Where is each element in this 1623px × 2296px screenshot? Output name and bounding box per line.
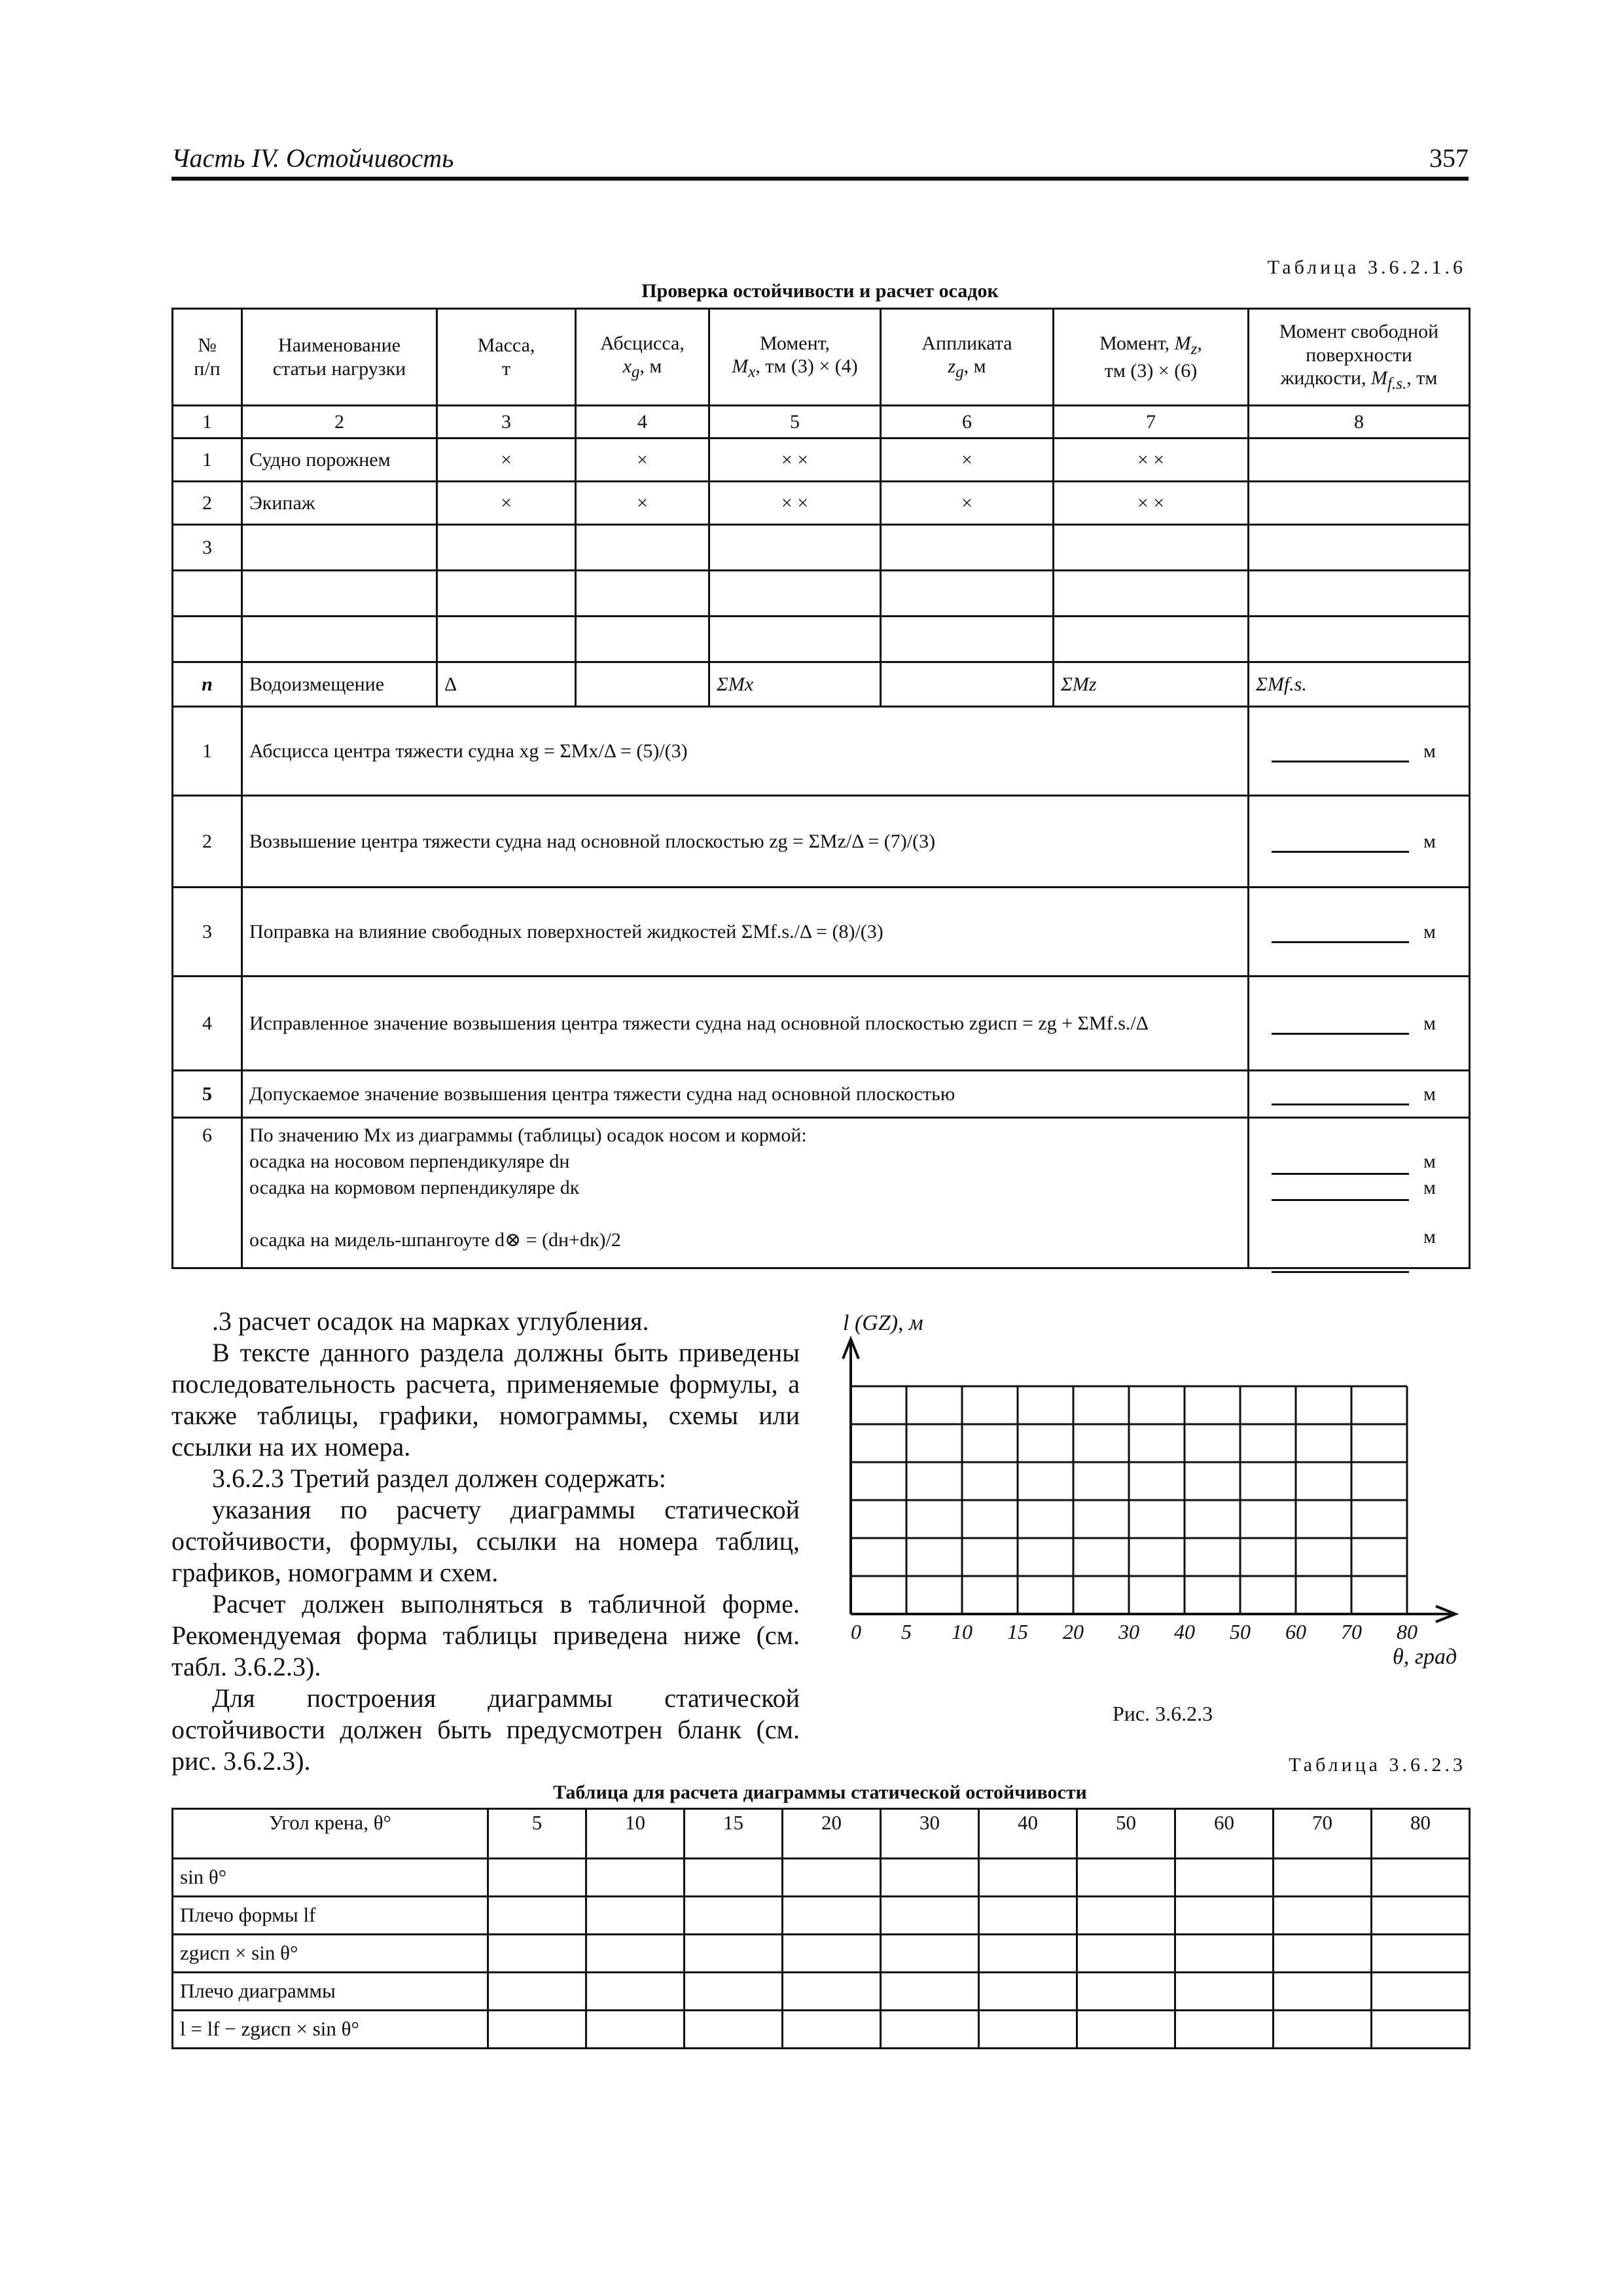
header-rule [171,177,1469,181]
cell-mz: × × [1054,482,1249,525]
answer-field [1249,977,1470,1071]
header-mfs: Момент свободной поверхности жидкости, $M_{f.s.}$, тм [1249,309,1470,406]
table1-header-row [173,309,1470,406]
calc-row [173,796,1470,888]
cell-sum-mfs: ΣMf.s. [1249,662,1470,707]
header-mass: Масса, т [437,309,576,406]
answer-field [1249,1071,1470,1118]
table-row [173,1897,1470,1935]
cell-mfs [1249,525,1470,571]
row-name [242,617,437,662]
row-label: zgисп × sin θ° [173,1935,488,1973]
answer-field [1249,796,1470,888]
table2-caption: Таблица 3.6.2.3 [1289,1754,1466,1776]
cell-mass: × [437,439,576,482]
row-name: Судно порожнем [242,439,437,482]
body-paragraph: Расчет должен выполняться в табличной форме. Рекомендуемая форма таблицы приведена ниже (см. табл. 3.6.2.3). [171,1589,800,1681]
row-name [242,525,437,571]
table-row [173,439,1470,482]
row-label: l = lf − zgисп × sin θ° [173,2011,488,2049]
table-row [173,571,1470,617]
table-row [173,482,1470,525]
diagram-grid [843,1339,1455,1622]
stability-table [171,308,1471,1269]
cell-mass [437,525,576,571]
unit-label: м [1423,1151,1436,1172]
angle-header: Угол крена, θ° [173,1809,488,1859]
row-num: 1 [173,707,242,796]
draft-row [173,1118,1470,1268]
col-number: 3 [437,406,576,439]
angle-value: 80 [1372,1809,1470,1859]
calc-text: Исправленное значение возвышения центра тяжести судна над основной плоскостью zgисп = zg + ΣMf.s./Δ [242,977,1249,1071]
cell-xg [576,525,709,571]
answer-line [1272,1183,1409,1201]
draft-line-bow: осадка на носовом перпендикуляре dн [249,1151,570,1172]
calc-row [173,888,1470,977]
table-row [173,1973,1470,2011]
x-tick-label: 60 [1285,1620,1306,1643]
cell-mass [437,617,576,662]
answer-line [1272,1088,1409,1105]
x-tick-label: 50 [1230,1620,1251,1643]
answer-line [1272,745,1409,762]
answer-stern [1256,1175,1436,1201]
row-num: n [173,662,242,707]
x-tick-label: 80 [1397,1620,1418,1643]
calc-text: Допускаемое значение возвышения центра тяжести судна над основной плоскостью [242,1071,1249,1118]
x-tick-label: 15 [1007,1620,1028,1643]
answer-line [1272,1255,1409,1273]
angle-value: 15 [685,1809,783,1859]
gz-calc-table [171,1808,1471,2049]
x-tick-label: 10 [952,1620,972,1643]
cell-sum-mx: ΣMx [709,662,881,707]
table-row [173,2011,1470,2049]
cell-mass [437,571,576,617]
row-num [173,617,242,662]
cell-xg: × [576,482,709,525]
row-num: 3 [173,888,242,977]
body-paragraph: В тексте данного раздела должны быть приведены последовательность расчета, применяемые формулы, а также таблицы, графики, номограммы, схемы или ссылки на их номера. [171,1338,800,1462]
calc-row [173,707,1470,796]
unit-label: м [1423,740,1436,762]
y-axis-label: l (GZ), м [843,1311,923,1335]
cell-mfs [1249,482,1470,525]
figure-caption: Рис. 3.6.2.3 [1113,1702,1213,1725]
angle-value: 20 [783,1809,881,1859]
row-label: Плечо формы lf [173,1897,488,1935]
body-paragraph: .3 расчет осадок на марках углубления. [212,1306,649,1336]
table1-title: Проверка остойчивости и расчет осадок [641,280,999,302]
col-number: 5 [709,406,881,439]
cell-xg [576,571,709,617]
angle-value: 60 [1175,1809,1274,1859]
column-number-row [173,406,1470,439]
cell-zg [881,571,1054,617]
stability-diagram-blank [831,1302,1459,1682]
cell-mz: × × [1054,439,1249,482]
calc-row [173,977,1470,1071]
unit-label: м [1423,920,1436,942]
angle-value: 70 [1274,1809,1372,1859]
cell-xg [576,617,709,662]
answer-field [1249,888,1470,977]
answer-field [1249,707,1470,796]
table-row [173,617,1470,662]
table-row [173,525,1470,571]
x-axis-label: θ, град [1393,1645,1457,1669]
row-num: 2 [173,796,242,888]
angle-value: 40 [979,1809,1077,1859]
table1-caption: Таблица 3.6.2.1.6 [1267,257,1466,278]
unit-label: м [1423,1177,1436,1198]
header-num: № п/п [173,309,242,406]
calc-row [173,1071,1470,1118]
answer-bow [1256,1149,1436,1175]
cell-xg: × [576,439,709,482]
row-num: 5 [173,1071,242,1118]
cell-zg [881,525,1054,571]
x-tick-label: 20 [1063,1620,1084,1643]
row-num [173,571,242,617]
cell-mfs [1249,617,1470,662]
header-mz: Момент, $M_z$, тм (3) × (6) [1054,309,1249,406]
x-tick-label: 0 [851,1620,861,1643]
table-row [173,1935,1470,1973]
col-number: 6 [881,406,1054,439]
cell-mx [709,617,881,662]
unit-label: м [1423,1226,1436,1247]
angle-value: 30 [881,1809,979,1859]
x-tick-label: 5 [901,1620,912,1643]
displacement-row [173,662,1470,707]
draft-line-intro: По значению Mx из диаграммы (таблицы) осадок носом и кормой: [249,1124,807,1146]
answer-line [1272,1017,1409,1035]
cell-empty [576,662,709,707]
angle-value: 50 [1077,1809,1175,1859]
table2-title: Таблица для расчета диаграммы статической остойчивости [553,1782,1087,1803]
cell-mz [1054,525,1249,571]
header-zg: Аппликата $z_g$, м [881,309,1054,406]
angle-value: 10 [586,1809,685,1859]
page-number: 357 [1429,143,1469,173]
cell-zg [881,617,1054,662]
answer-field [1249,1118,1470,1268]
draft-line-midship: осадка на мидель-шпангоуте d⊗ = (dн+dк)/2 [249,1229,621,1251]
calc-text: Возвышение центра тяжести судна над основной плоскостью zg = ΣMz/Δ = (7)/(3) [242,796,1249,888]
body-paragraph: Для построения диаграммы статической остойчивости должен быть предусмотрен бланк (см. рис. 3.6.2.3). [171,1683,800,1776]
cell-mass: × [437,482,576,525]
draft-text [242,1118,1249,1268]
cell-zg: × [881,482,1054,525]
answer-spacer [1256,1122,1436,1149]
col-number: 4 [576,406,709,439]
row-num: 6 [173,1118,242,1268]
col-number: 8 [1249,406,1470,439]
cell-empty [881,662,1054,707]
row-name: Экипаж [242,482,437,525]
x-tick-label: 70 [1341,1620,1362,1643]
unit-label: м [1423,1083,1436,1105]
row-label: Плечо диаграммы [173,1973,488,2011]
col-number: 7 [1054,406,1249,439]
running-header-title: Часть IV. Остойчивость [171,143,454,173]
cell-mx [709,571,881,617]
unit-label: м [1423,1012,1436,1034]
calc-text: Абсцисса центра тяжести судна xg = ΣMx/Δ = (5)/(3) [242,707,1249,796]
row-num: 3 [173,525,242,571]
cell-mz [1054,617,1249,662]
cell-mfs [1249,571,1470,617]
answer-line [1272,1157,1409,1175]
row-num: 2 [173,482,242,525]
row-num: 4 [173,977,242,1071]
col-number: 1 [173,406,242,439]
row-num: 1 [173,439,242,482]
unit-label: м [1423,830,1436,852]
x-tick-label: 30 [1118,1620,1139,1643]
row-label: sin θ° [173,1859,488,1897]
row-name [242,571,437,617]
cell-mfs [1249,439,1470,482]
cell-zg: × [881,439,1054,482]
calc-text: Поправка на влияние свободных поверхностей жидкостей ΣMf.s./Δ = (8)/(3) [242,888,1249,977]
cell-sum-mz: ΣMz [1054,662,1249,707]
table-row [173,1859,1470,1897]
header-xg: Абсцисса, $x_g$, м [576,309,709,406]
answer-line [1272,835,1409,853]
cell-mx: × × [709,482,881,525]
body-text [171,1306,800,1777]
x-tick-labels [851,1620,1418,1643]
header-item-name: Наименование статьи нагрузки [242,309,437,406]
body-paragraph: указания по расчету диаграммы статической остойчивости, формулы, ссылки на номера таблиц, графиков, номограмм и схем. [171,1495,800,1587]
cell-displacement: Δ [437,662,576,707]
x-tick-label: 40 [1174,1620,1195,1643]
cell-mx [709,525,881,571]
answer-midship [1256,1201,1436,1253]
table2-header-row [173,1809,1470,1859]
angle-value: 5 [488,1809,586,1859]
body-paragraph: 3.6.2.3 Третий раздел должен содержать: [212,1463,666,1493]
draft-line-stern: осадка на кормовом перпендикуляре dк [249,1177,580,1198]
answer-line [1272,925,1409,943]
cell-mx: × × [709,439,881,482]
cell-mz [1054,571,1249,617]
header-mx: Момент, $M_x$, тм (3) × (4) [709,309,881,406]
col-number: 2 [242,406,437,439]
row-name: Водоизмещение [242,662,437,707]
